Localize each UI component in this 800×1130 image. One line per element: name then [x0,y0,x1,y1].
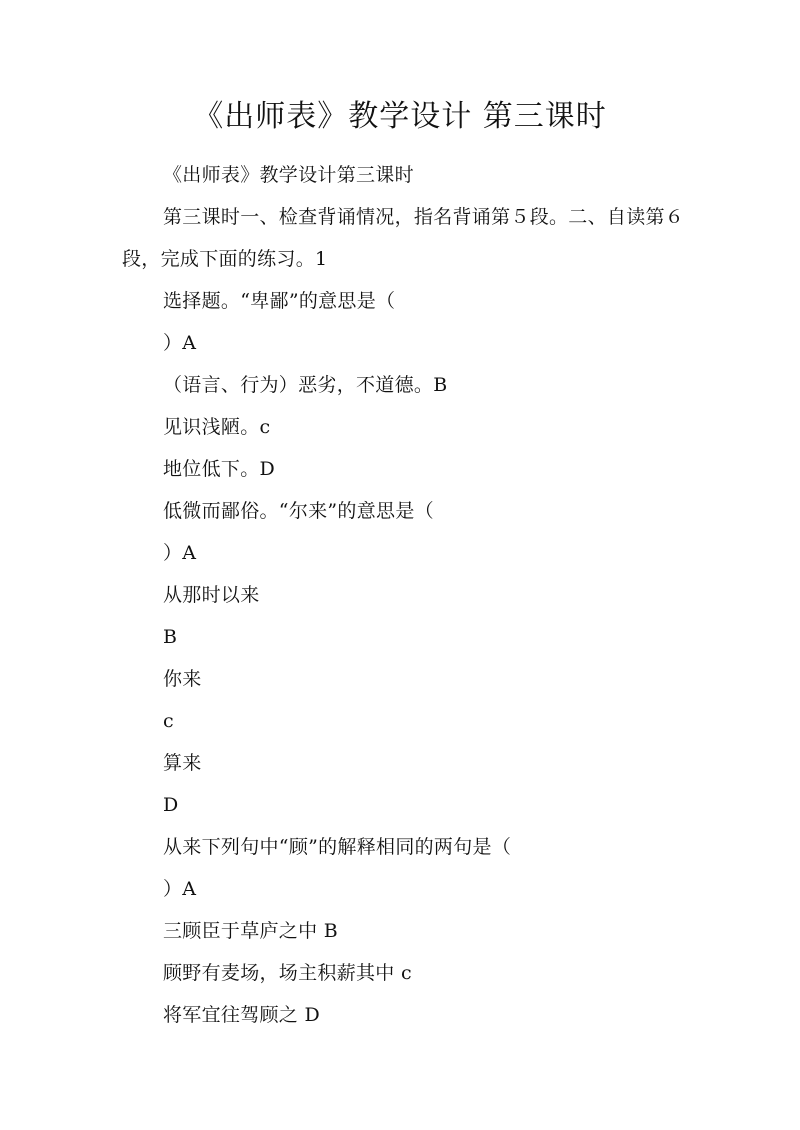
text-line: c [163,710,174,732]
document-body [122,154,692,1036]
text-line: 从来下列句中“顾”的解释相同的两句是（ [163,836,512,858]
text-line: 你来 [163,668,202,690]
text-line: D [163,794,179,816]
document-title: 《出师表》教学设计 第三课时 [193,99,607,134]
text-line: 算来 [163,752,202,774]
text-line: 顾野有麦场，场主积薪其中 c [163,962,412,984]
text-line: 见识浅陋。c [163,416,271,438]
text-line: 《出师表》教学设计第三课时 [163,164,414,186]
text-line: 地位低下。D [163,458,276,480]
text-line: ）A [163,542,197,564]
text-line: 选择题。“卑鄙”的意思是（ [163,290,396,312]
text-line: B [163,626,178,648]
text-line: 三顾臣于草庐之中 B [163,920,339,942]
text-line: ）A [163,332,197,354]
text-line: 从那时以来 [163,584,260,606]
text-line: 低微而鄙俗。“尔来”的意思是（ [163,500,434,522]
text-line: 将军宜往驾顾之 D [163,1004,320,1026]
text-paragraph: 第三课时一、检查背诵情况，指名背诵第５段。二、自读第６段，完成下面的练习。1 [122,206,685,270]
text-line: ）A [163,878,197,900]
text-line: （语言、行为）恶劣，不道德。B [163,374,448,396]
